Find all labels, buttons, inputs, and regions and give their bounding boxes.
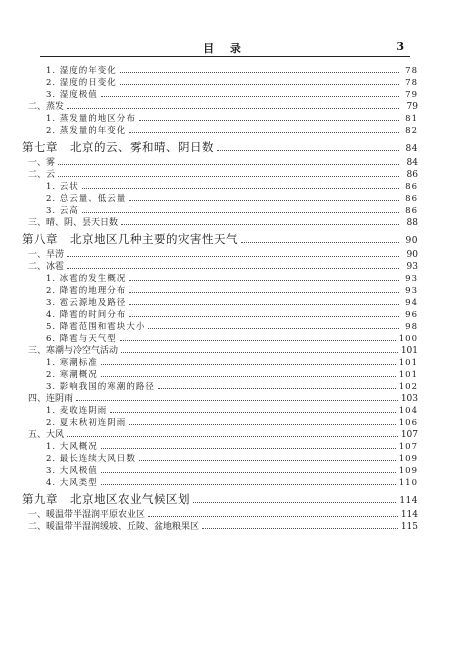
toc-entry-page: 109 (398, 454, 418, 464)
toc-entry-page: 82 (405, 126, 418, 136)
dot-leader (82, 204, 399, 213)
toc-entry-page: 84 (405, 144, 418, 154)
dot-leader (129, 192, 399, 201)
toc-entry-page: 81 (405, 114, 418, 124)
page-number: 3 (396, 40, 404, 53)
toc-item-row (22, 356, 418, 368)
dot-leader (67, 248, 399, 257)
dot-leader (202, 520, 398, 529)
toc-item-row (22, 284, 418, 296)
toc-entry-page: 101 (400, 346, 418, 356)
toc-entry-label: 第八章 北京地区几种主要的灾害性天气 (22, 232, 238, 246)
dot-leader (120, 76, 399, 85)
toc-entry-page: 93 (405, 286, 418, 296)
toc-entry-label: 2. 总云量、低云量 (46, 194, 127, 204)
toc-item-row (22, 464, 418, 476)
toc-entry-page: 102 (398, 382, 418, 392)
toc-entry-page: 104 (398, 406, 418, 416)
toc-entry-label: 第九章 北京地区农业气候区划 (22, 492, 190, 506)
toc-section-row (22, 508, 418, 520)
dot-leader (241, 232, 399, 243)
toc-entry-label: 3. 云高 (46, 206, 79, 216)
dot-leader (158, 380, 396, 389)
toc-entry-page: 115 (400, 522, 418, 532)
toc-entry-page: 107 (400, 430, 418, 440)
toc-entry-label: 5. 降雹范围和雹块大小 (46, 322, 146, 332)
dot-leader (139, 452, 396, 461)
toc-entry-page: 107 (398, 442, 418, 452)
toc-section-row (22, 156, 418, 168)
toc-section-row (22, 392, 418, 404)
toc-entry-label: 2. 夏末秋初连阴雨 (46, 418, 127, 428)
toc-entry-label: 1. 湿度的年变化 (46, 66, 117, 76)
toc-entry-page: 93 (405, 274, 418, 284)
toc-item-row (22, 416, 418, 428)
dot-leader (76, 392, 398, 401)
toc-item-row (22, 320, 418, 332)
toc-section-row (22, 260, 418, 272)
dot-leader (101, 356, 396, 365)
toc-item-row (22, 308, 418, 320)
toc-entry-label: 2. 寒潮概况 (46, 370, 98, 380)
toc-entry-page: 86 (406, 170, 418, 180)
toc-item-row (22, 204, 418, 216)
toc-item-row (22, 404, 418, 416)
toc-entry-label: 五、大风 (28, 430, 65, 440)
toc-section-row (22, 100, 418, 112)
toc-entry-label: 4. 大风类型 (46, 478, 98, 488)
dot-leader (148, 508, 398, 517)
toc-item-row (22, 272, 418, 284)
dot-leader (101, 368, 396, 377)
dot-leader (121, 216, 399, 225)
dot-leader (101, 464, 396, 473)
dot-leader (101, 440, 396, 449)
dot-leader (120, 332, 396, 341)
toc-entry-page: 94 (405, 298, 418, 308)
toc-entry-label: 四、连阴雨 (28, 394, 74, 404)
toc-section-row (22, 520, 418, 532)
dot-leader (58, 168, 399, 177)
toc-entry-label: 1. 蒸发量的地区分布 (46, 114, 136, 124)
toc-entry-label: 1. 云状 (46, 182, 79, 192)
toc-entry-label: 3. 湿度极值 (46, 90, 98, 100)
dot-leader (129, 272, 399, 281)
toc-item-row (22, 368, 418, 380)
page-header (40, 40, 410, 57)
toc-item-row (22, 476, 418, 488)
toc-section-row (22, 428, 418, 440)
toc-entry-label: 2. 蒸发量的年变化 (46, 126, 127, 136)
toc-item-row (22, 124, 418, 136)
toc-entry-page: 106 (398, 418, 418, 428)
toc-entry-label: 三、晴、阴、昙天日数 (28, 218, 119, 228)
toc-entry-label: 3. 大风极值 (46, 466, 98, 476)
toc-section-row (22, 344, 418, 356)
toc-entry-page: 78 (405, 66, 418, 76)
toc-entry-page: 88 (406, 218, 418, 228)
dot-leader (110, 404, 395, 413)
dot-leader (129, 308, 399, 317)
toc-entry-page: 103 (400, 394, 418, 404)
toc-item-row (22, 192, 418, 204)
toc-entry-page: 101 (398, 370, 418, 380)
toc-entry-page: 96 (405, 310, 418, 320)
toc-entry-page: 90 (405, 236, 418, 246)
toc-entry-page: 79 (405, 90, 418, 100)
toc-entry-label: 3. 影响我国的寒潮的路径 (46, 382, 155, 392)
toc-item-row (22, 452, 418, 464)
dot-leader (139, 112, 399, 121)
toc-entry-label: 1. 冰雹的发生概况 (46, 274, 127, 284)
dot-leader (101, 88, 399, 97)
toc-item-row (22, 112, 418, 124)
toc-entry-label: 三、寒潮与冷空气活动 (28, 346, 119, 356)
dot-leader (193, 492, 396, 503)
dot-leader (129, 416, 395, 425)
toc-entry-label: 二、云 (28, 170, 56, 180)
toc-item-row (22, 180, 418, 192)
dot-leader (217, 140, 399, 151)
toc-entry-page: 86 (405, 194, 418, 204)
table-of-contents (22, 64, 418, 532)
toc-entry-label: 2. 降雹的地理分布 (46, 286, 127, 296)
dot-leader (58, 156, 399, 165)
dot-leader (148, 320, 399, 329)
toc-chapter-row (22, 490, 418, 508)
dot-leader (67, 428, 398, 437)
dot-leader (120, 64, 399, 73)
toc-entry-label: 2. 最长连续大风日数 (46, 454, 136, 464)
toc-entry-page: 84 (406, 158, 418, 168)
toc-entry-label: 4. 降雹的时间分布 (46, 310, 127, 320)
toc-entry-label: 二、冰雹 (28, 262, 65, 272)
toc-entry-page: 86 (405, 182, 418, 192)
toc-section-row (22, 248, 418, 260)
toc-entry-page: 114 (400, 510, 418, 520)
toc-item-row (22, 88, 418, 100)
toc-entry-page: 110 (398, 478, 418, 488)
toc-item-row (22, 76, 418, 88)
toc-entry-label: 1. 大风概况 (46, 442, 98, 452)
dot-leader (67, 260, 399, 269)
toc-item-row (22, 380, 418, 392)
dot-leader (121, 344, 398, 353)
toc-entry-label: 二、蒸发 (28, 102, 65, 112)
toc-entry-page: 100 (398, 334, 418, 344)
page-title: 目 录 (203, 42, 247, 55)
toc-section-row (22, 168, 418, 180)
toc-entry-label: 第七章 北京的云、雾和晴、阴日数 (22, 140, 214, 154)
toc-entry-page: 79 (406, 102, 418, 112)
toc-item-row (22, 440, 418, 452)
dot-leader (67, 100, 399, 109)
toc-item-row (22, 64, 418, 76)
toc-entry-page: 90 (406, 250, 418, 260)
toc-entry-page: 109 (398, 466, 418, 476)
dot-leader (101, 476, 396, 485)
toc-entry-page: 93 (406, 262, 418, 272)
dot-leader (82, 180, 399, 189)
toc-entry-page: 86 (405, 206, 418, 216)
toc-item-row (22, 332, 418, 344)
toc-item-row (22, 296, 418, 308)
toc-entry-label: 一、暖温带半湿润平原农业区 (28, 510, 146, 520)
toc-entry-page: 101 (398, 358, 418, 368)
toc-entry-label: 3. 雹云源地及路径 (46, 298, 127, 308)
toc-chapter-row (22, 138, 418, 156)
toc-entry-label: 二、暖温带半湿润缓坡、丘陵、盆地粮果区 (28, 522, 200, 532)
toc-entry-page: 114 (399, 496, 418, 506)
toc-section-row (22, 216, 418, 228)
dot-leader (129, 296, 399, 305)
dot-leader (129, 284, 399, 293)
toc-entry-label: 一、雾 (28, 158, 56, 168)
toc-entry-page: 98 (405, 322, 418, 332)
toc-entry-label: 6. 降雹与天气型 (46, 334, 117, 344)
toc-entry-label: 2. 湿度的日变化 (46, 78, 117, 88)
toc-entry-label: 1. 寒潮标准 (46, 358, 98, 368)
toc-chapter-row (22, 230, 418, 248)
toc-entry-label: 一、旱涝 (28, 250, 65, 260)
toc-entry-page: 78 (405, 78, 418, 88)
dot-leader (129, 124, 399, 133)
toc-entry-label: 1. 麦收连阴雨 (46, 406, 108, 416)
